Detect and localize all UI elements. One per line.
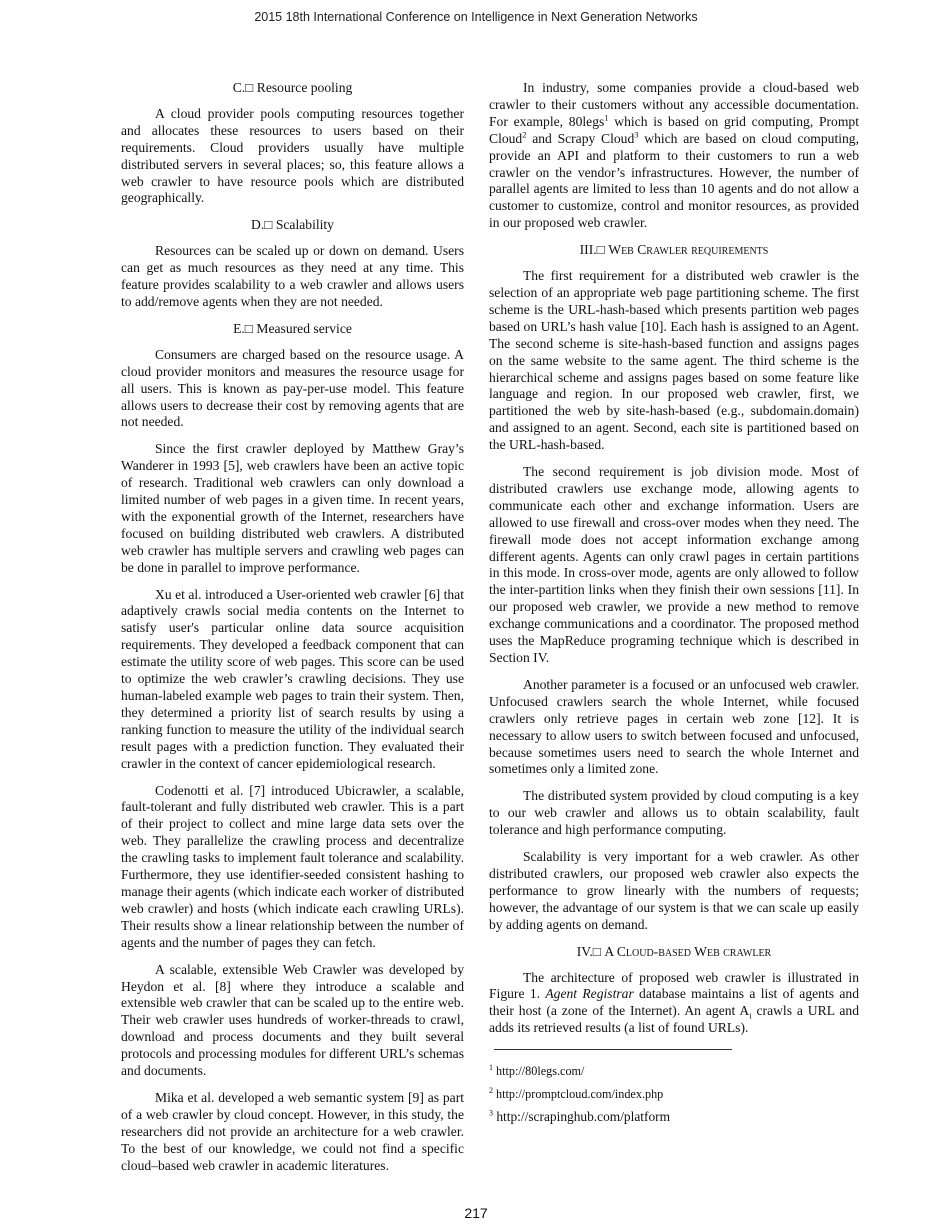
paragraph: A cloud provider pools computing resources together and allocates these resources to users based on their requirements. Cloud providers usually have multiple distributed servers in several places; so, this feature allows a web crawler to have resource pools which are distributed geographically. <box>121 105 464 206</box>
footnote-divider <box>494 1049 732 1050</box>
page-number: 217 <box>464 1205 488 1221</box>
heading-number: III.□ <box>579 242 609 258</box>
paragraph: Mika et al. developed a web semantic system [9] as part of a web crawler by cloud concept. However, in this study, the researchers did not provide an architecture for a web crawler. To the best of our knowledge, we could not find a specific cloud–based web crawler in academic literatures. <box>121 1089 464 1173</box>
paragraph: Another parameter is a focused or an unfocused web crawler. Unfocused crawlers search the whole Internet, while focused crawlers only retrieve pages in certain web zone [12]. It is necessary to allow users to switch between focused and unfocused, because sometimes users need to search the whole Internet and sometimes only a limited zone. <box>489 676 859 777</box>
footnote-number: 2 <box>489 1086 493 1096</box>
paragraph: Codenotti et al. [7] introduced Ubicrawler, a scalable, fault-tolerant and fully distributed web crawler. This is a part of their project to collect and mine large data sets over the web. They parallelize the crawling process and decentralize the crawling tasks to implement fault tolerance and scalability. Furthermore, they use identifier-seeded consistent hashing to manage their agents (which indicate each worker of distributed web crawler) and hosts (which indicate each crawling URLs). Their results show a linear relationship between the number of agents and the number of pages they can fetch. <box>121 782 464 950</box>
paragraph: Consumers are charged based on the resource usage. A cloud provider monitors and measures the resource usage for all users. This is known as pay-per-use model. This feature allows users to decrease their cost by removing agents that are not needed. <box>121 346 464 430</box>
section-heading-c: C.□ Resource pooling <box>232 80 353 95</box>
footnote-link[interactable]: http://promptcloud.com/index.php <box>493 1087 664 1102</box>
text-run: which are based on cloud computing, provide an API and platform to their customers to run a web crawler on the vendor’s infrastructures. However, the number of parallel agents are limited to less than 10 agents and do not allow a customer to customize, control and monitor resources, as provided in our proposed web crawler. <box>489 130 859 231</box>
footnote-ref-1: 1 <box>604 112 609 123</box>
paragraph: Since the first crawler deployed by Matthew Gray’s Wanderer in 1993 [5], web crawlers have been an active topic of research. Traditional web crawlers can only download a limited number of web pages in a given time. In recent years, with the exponential growth of the Internet, researchers have focused on building distributed web crawlers. A distributed web crawler has multiple servers and crawling web pages can be done in parallel to improve performance. <box>121 441 464 575</box>
heading-number: IV.□ <box>576 943 605 959</box>
paragraph: Resources can be scaled up or down on demand. Users can get as much resources as they need at any time. This feature provides scalability to a web crawler and allows users to add/remove agents when they are not needed. <box>121 243 464 309</box>
footnote-link[interactable]: http://scrapinghub.com/platform <box>493 1109 671 1125</box>
footnote-1 <box>489 1064 859 1078</box>
text-run: crawls a URL and adds its retrieved results (a list of found URLs). <box>489 1003 860 1036</box>
section-heading-iii <box>489 242 859 259</box>
paragraph: The distributed system provided by cloud computing is a key to our web crawler and allows us to obtain scalability, fault tolerance and high performance computing. <box>489 788 859 838</box>
right-column <box>489 80 859 1133</box>
paragraph: Xu et al. introduced a User-oriented web crawler [6] that adaptively crawls social media contents on the Internet to satisfy user's particular online data source acquisition requirements. They developed a feedback component that can estimate the utility score of web pages. This score can be used to optimize the web crawler’s crawling decisions. They use human-labeled example web pages to train their system. Then, they determined a priority list of search results by using a ranking function to measure the utility of the individual search result pages with a prediction function. They evaluated their crawler in the context of cancer epidemiological research. <box>121 586 464 771</box>
footnote-link[interactable]: http://80legs.com/ <box>493 1064 585 1079</box>
conference-header: 2015 18th International Conference on Intelligence in Next Generation Networks <box>254 10 698 24</box>
paragraph-architecture <box>489 970 859 1038</box>
text-run: and Scrapy Cloud <box>526 130 635 146</box>
paragraph: A scalable, extensible Web Crawler was developed by Heydon et al. [8] where they introduce a scalable and extensible web crawler that can be scaled up to the entire web. Their web crawler uses hundreds of worker-threads to crawl, download and process documents and they built several protocols and processing modules for different URL’s schemas and documents. <box>121 961 464 1079</box>
footnote-ref-3: 3 <box>634 129 639 140</box>
section-heading-d: D.□ Scalability <box>251 217 334 233</box>
heading-title: Web Crawler requirements <box>608 242 769 258</box>
paragraph: Scalability is very important for a web crawler. As other distributed crawlers, our proposed web crawler also expects the performance to grow linearly with the numbers of requests; however, the advantage of our system is that we can scale up easily by adding agents on demand. <box>489 849 859 932</box>
footnote-ref-2: 2 <box>522 129 527 140</box>
footnote-number: 3 <box>489 1108 493 1118</box>
subscript-i: i <box>749 1011 752 1022</box>
paragraph: The first requirement for a distributed web crawler is the selection of an appropriate web page partitioning scheme. The first scheme is the URL-hash-based which presents partition web pages based on URL’s hash value [10]. Each hash is assigned to an Agent. The second scheme is site-hash-based function and assigns pages on the same website to the same agent. The third scheme is the hierarchical scheme and assigns pages based on some feature like language and region. In our proposed web crawler, first, we partitioned the web by site-hash-based (e.g., subdomain.domain) and assigned to an agent. Second, each site is partitioned based on the URL-hash-based. <box>489 268 859 453</box>
text-run: In industry, some companies provide a cloud-based web crawler to their customers without any accessible documentation. For example, 80legs <box>489 80 859 129</box>
heading-title: A Cloud-based Web crawler <box>604 943 772 959</box>
text-run: database maintains a list of agents and their host (a zone of the Internet). An agent A <box>489 986 859 1019</box>
footnote-number: 1 <box>489 1063 493 1073</box>
left-column <box>121 80 464 1184</box>
section-heading-e: E.□ Measured service <box>233 320 352 336</box>
paragraph: The second requirement is job division mode. Most of distributed crawlers use exchange mode, allowing agents to communicate each other and exchange information. Users are allowed to use firewall and cross-over modes when they need. The firewall mode does not accept information exchange among different agents. Agents can only crawl pages in certain partitions in this mode. In cross-over mode, agents are only allowed to follow the inter-partition links when they finish their own sessions [11]. In our proposed web crawler, we provide a new method to remove exchange communications and a coordinator. The proposed method uses the MapReduce programing technique which is described in Section IV. <box>489 464 859 665</box>
text-run: The architecture of proposed web crawler is illustrated in Figure 1. <box>489 969 859 1002</box>
footnote-3 <box>489 1110 859 1124</box>
section-heading-iv <box>489 944 859 961</box>
footnote-2 <box>489 1087 859 1101</box>
paragraph-industry <box>489 80 859 232</box>
agent-registrar-term: Agent Registrar <box>545 986 634 1002</box>
text-run: which is based on grid computing, Prompt Cloud <box>489 113 859 146</box>
